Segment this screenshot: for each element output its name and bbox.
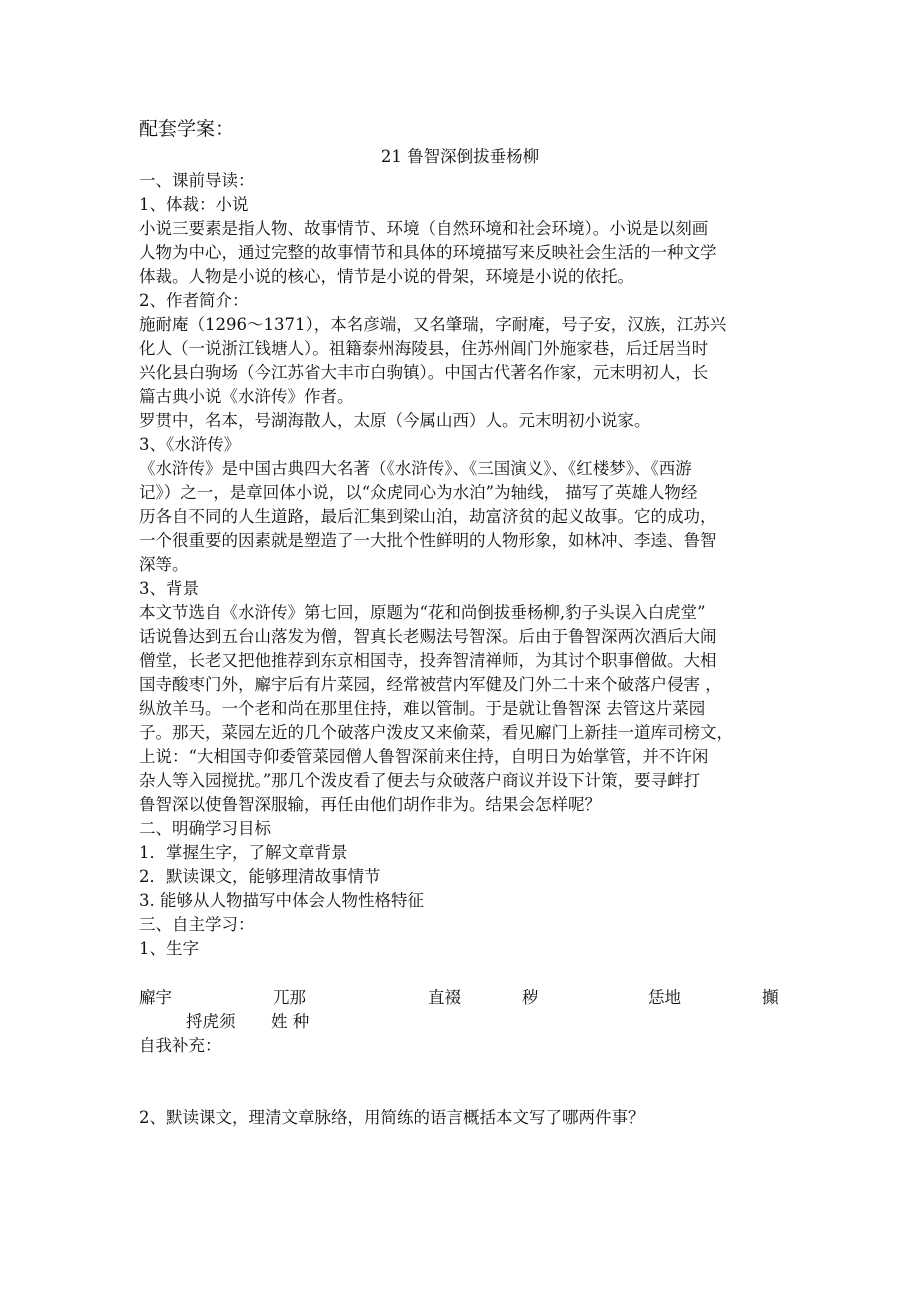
paragraph-line: 一个很重要的因素就是塑造了一大批个性鲜明的人物形象，如林冲、李逵、鲁智 xyxy=(139,531,717,550)
paragraph-line: 鲁智深以使鲁智深服输，再任由他们胡作非为。结果会怎样呢？ xyxy=(139,795,601,814)
paragraph-line: 罗贯中，名本，号湖海散人，太原（今属山西）人。元末明初小说家。 xyxy=(139,411,651,430)
paragraph-line: 国寺酸枣门外，廨宇后有片菜园，经常被营内军健及门外二十来个破落户侵害 ， xyxy=(139,675,722,694)
vocab-word: 直裰 xyxy=(428,988,461,1007)
question-prompt: 2、默读课文，理清文章脉络，用简练的语言概括本文写了哪两件事？ xyxy=(139,1108,645,1127)
vocab-word: 兀那 xyxy=(273,988,306,1007)
lesson-title: 21 鲁智深倒拔垂杨柳 xyxy=(380,147,540,166)
self-supplement-label: 自我补充： xyxy=(139,1036,222,1055)
book-heading: 3、《水浒传》 xyxy=(139,435,241,454)
paragraph-line: 子。那天，菜园左近的几个破落户泼皮又来偷菜，看见廨门上新挂一道库司榜文， xyxy=(139,723,733,742)
paragraph-line: 杂人等入园搅扰。”那几个泼皮看了便去与众破落户商议并设下计策，要寻衅打 xyxy=(139,771,701,790)
vocab-word: 恁地 xyxy=(648,988,681,1007)
worksheet-heading: 配套学案： xyxy=(139,118,235,140)
vocab-word: 捋虎须 xyxy=(186,1012,236,1031)
vocab-word: 秽 xyxy=(522,988,539,1007)
vocab-word: 姓 种 xyxy=(271,1012,310,1031)
section-heading: 一、课前导读： xyxy=(139,171,255,190)
paragraph-line: 施耐庵（1296～1371），本名彦端，又名肇瑞，字耐庵，号子安，汉族，江苏兴 xyxy=(139,315,727,334)
paragraph-line: 本文节选自《水浒传》第七回，原题为“花和尚倒拔垂杨柳,豹子头误入白虎堂” xyxy=(139,603,706,622)
section-heading: 三、自主学习： xyxy=(139,915,255,934)
paragraph-line: 小说三要素是指人物、故事情节、环境（自然环境和社会环境）。小说是以刻画 xyxy=(139,219,709,238)
genre-heading: 1、体裁：小说 xyxy=(139,195,249,214)
background-heading: 3、背景 xyxy=(139,579,199,598)
goal-item: 1．掌握生字，了解文章背景 xyxy=(139,843,348,862)
section-heading: 二、明确学习目标 xyxy=(139,819,271,838)
paragraph-line: 《水浒传》是中国古典四大名著（《水浒传》、《三国演义》、《红楼梦》、《西游 xyxy=(139,459,692,478)
paragraph-line: 僧堂，长老又把他推荐到东京相国寺，投奔智清禅师，为其讨个职事僧做。大相 xyxy=(139,651,717,670)
vocab-word: 攧 xyxy=(762,988,779,1007)
paragraph-line: 历各自不同的人生道路，最后汇集到梁山泊，劫富济贫的起义故事。它的成功， xyxy=(139,507,717,526)
paragraph-line: 兴化县白驹场（今江苏省大丰市白驹镇）。中国古代著名作家，元末明初人，长 xyxy=(139,363,709,382)
paragraph-line: 篇古典小说《水浒传》作者。 xyxy=(139,387,354,406)
paragraph-line: 体裁。人物是小说的核心，情节是小说的骨架，环境是小说的依托。 xyxy=(139,267,634,286)
paragraph-line: 纵放羊马。一个老和尚在那里住持，难以管制。于是就让鲁智深 去管这片菜园 xyxy=(139,699,706,718)
vocab-heading: 1、生字 xyxy=(139,939,199,958)
paragraph-line: 人物为中心，通过完整的故事情节和具体的环境描写来反映社会生活的一种文学 xyxy=(139,243,717,262)
goal-item: 3. 能够从人物描写中体会人物性格特征 xyxy=(139,891,424,910)
paragraph-line: 上说：“大相国寺仰委管菜园僧人鲁智深前来住持，自明日为始掌管，并不许闲 xyxy=(139,747,709,766)
paragraph-line: 记》）之一，是章回体小说，以“众虎同心为水泊”为轴线， 描写了英雄人物经 xyxy=(139,483,698,502)
paragraph-line: 深等。 xyxy=(139,555,189,574)
paragraph-line: 话说鲁达到五台山落发为僧，智真长老赐法号智深。后由于鲁智深两次酒后大闹 xyxy=(139,627,717,646)
goal-item: 2．默读课文，能够理清故事情节 xyxy=(139,867,381,886)
vocab-word: 廨宇 xyxy=(139,988,172,1007)
author-heading: 2、作者简介： xyxy=(139,291,249,310)
paragraph-line: 化人（一说浙江钱塘人）。祖籍泰州海陵县，住苏州阊门外施家巷，后迁居当时 xyxy=(139,339,709,358)
